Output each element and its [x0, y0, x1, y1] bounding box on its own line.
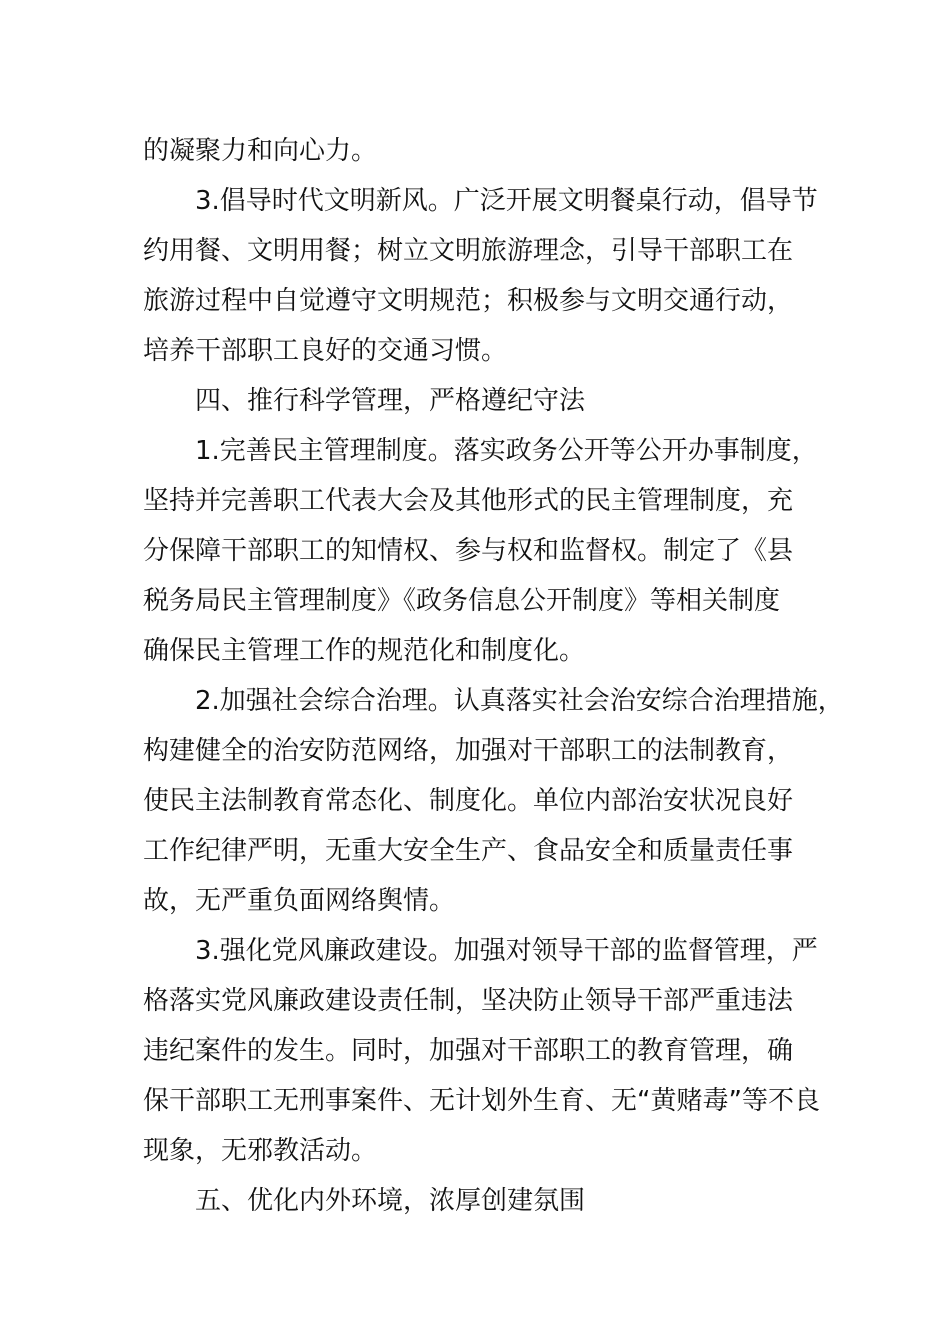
text-line: 税务局民主管理制度》《政务信息公开制度》等相关制度: [143, 586, 781, 616]
text-line: 分保障干部职工的知情权、参与权和监督权。制定了《县: [143, 536, 794, 566]
text-line: 构建健全的治安防范网络，加强对干部职工的法制教育，: [143, 736, 794, 766]
text-line: 工作纪律严明，无重大安全生产、食品安全和质量责任事: [143, 836, 794, 866]
text-line: 故，无严重负面网络舆情。: [143, 886, 456, 916]
text-line: 格落实党风廉政建设责任制，坚决防止领导干部严重违法: [143, 986, 794, 1016]
text-line: 违纪案件的发生。同时，加强对干部职工的教育管理，确: [143, 1036, 794, 1066]
text-line: 约用餐、文明用餐；树立文明旅游理念，引导干部职工在: [143, 236, 794, 266]
text-line: 2.加强社会综合治理。认真落实社会治安综合治理措施，: [195, 686, 844, 716]
text-line: 培养干部职工良好的交通习惯。: [143, 336, 508, 366]
text-line: 旅游过程中自觉遵守文明规范；积极参与文明交通行动，: [143, 286, 794, 316]
text-line: 3.倡导时代文明新风。广泛开展文明餐桌行动，倡导节: [195, 186, 818, 216]
text-line: 坚持并完善职工代表大会及其他形式的民主管理制度，充: [143, 486, 794, 516]
text-line: 的凝聚力和向心力。: [143, 136, 378, 166]
section-heading: 四、推行科学管理，严格遵纪守法: [195, 386, 586, 416]
section-heading: 五、优化内外环境，浓厚创建氛围: [195, 1186, 586, 1216]
text-line: 1.完善民主管理制度。落实政务公开等公开办事制度，: [195, 436, 818, 466]
text-line: 保干部职工无刑事案件、无计划外生育、无“黄赌毒”等不良: [143, 1086, 820, 1116]
text-line: 现象，无邪教活动。: [143, 1136, 378, 1166]
text-line: 3.强化党风廉政建设。加强对领导干部的监督管理，严: [195, 936, 818, 966]
text-line: 确保民主管理工作的规范化和制度化。: [143, 636, 586, 666]
text-line: 使民主法制教育常态化、制度化。单位内部治安状况良好: [143, 786, 794, 816]
